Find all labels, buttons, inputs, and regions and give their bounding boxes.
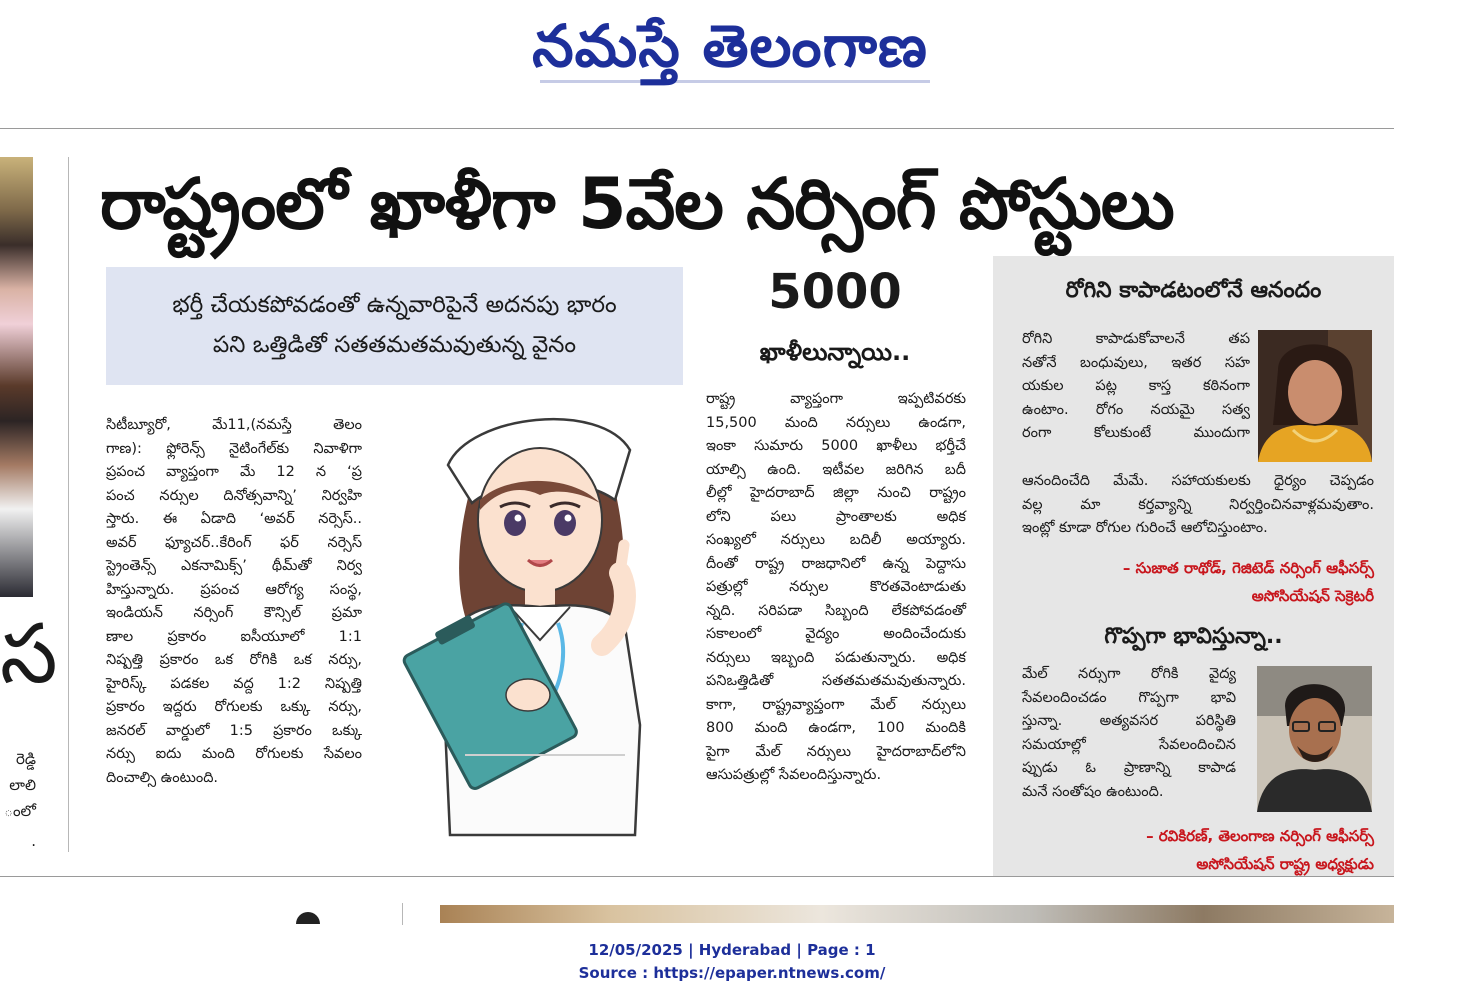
body-line: పత్రుల్లో నర్సుల కొరతవెంటాడుతు	[706, 579, 966, 595]
body-line: దీంతో రాష్ట్ర రాజధానిలో ఉన్న పెద్దాసు	[706, 555, 966, 572]
body-line: సంఖ్యలో నర్సులు బదిలీ అయ్యారు.	[706, 532, 966, 548]
sidebar-quote-2	[1022, 663, 1236, 804]
bottom-rule	[0, 876, 1394, 877]
quote-line: మనే సంతోషం ఉంటుంది.	[1022, 783, 1164, 800]
quote-line: ఉంటాం. రోగం నయమై సత్వ	[1022, 401, 1250, 418]
body-line: లోని పలు ప్రాంతాలకు అధిక	[706, 508, 966, 525]
quote-line: మేల్ నర్సుగా రోగికి వైద్య	[1022, 666, 1236, 682]
footer-page: Page : 1	[807, 941, 876, 959]
portrait-photo	[1257, 666, 1372, 812]
quote-line: ప్పుడు ఓ ప్రాణాన్ని కాపాడ	[1022, 760, 1236, 776]
body-line: న్నది. సరిపడా సిబ్బంది లేకపోవడంతో	[706, 602, 966, 619]
quote-line: ఇంట్లో కూడా రోగుల గురించే ఆలోచిస్తుంటాం.	[1022, 520, 1268, 536]
sidebar-quote-1-cont	[1022, 470, 1374, 541]
body-line: సిటీబ్యూరో, మే11,(నమస్తే తెలం	[106, 417, 362, 433]
cropped-photo	[440, 905, 1394, 923]
body-column-2	[706, 388, 966, 788]
masthead-logo: నమస్తే తెలంగాణ	[532, 12, 928, 80]
sidebar-title: రోగిని కాపాడటంలోనే ఆనందం	[1065, 278, 1322, 303]
body-line: 15,500 మంది నర్సులు ఉండగా,	[706, 414, 966, 431]
body-column-1	[106, 414, 362, 790]
body-line: కాగా, రాష్ట్రవ్యాప్తంగా మేల్ నర్సులు	[706, 696, 966, 713]
masthead-shadow	[540, 80, 930, 83]
body-line: హైరిస్క్ పడకల వద్ద 1:2 నిష్పత్తి	[106, 675, 362, 692]
body-line: స్ట్రెంతెన్స్ ఎకనామిక్స్’ థీమ్‌తో నిర్వ	[106, 558, 362, 574]
column-divider	[68, 157, 69, 852]
body-line: పంచ నర్సుల దినోత్సవాన్ని’ నిర్వహి	[106, 487, 362, 504]
body-line: ణాల ప్రకారం ఐసీయూలో 1:1	[106, 628, 362, 645]
left-text-fragment: రెడ్డి	[16, 750, 36, 768]
body-line: స్తారు. ఈ ఏడాది ‘అవర్ నర్సెస్..	[106, 511, 362, 527]
portrait-photo	[1258, 330, 1372, 462]
body-line: దించాల్సి ఉంటుంది.	[106, 769, 219, 786]
quote-line: సేవలందించడం గొప్పగా భావి	[1022, 689, 1236, 706]
body-line: రాష్ట్ర వ్యాప్తంగా ఇప్పటివరకు	[706, 391, 966, 407]
quote-line: నతోనే బంధువులు, ఇతర సహ	[1022, 354, 1250, 371]
left-text-fragment: లాలి	[9, 776, 36, 794]
quote-line: స్తున్నా. అత్యవసర పరిస్థితి	[1022, 713, 1236, 729]
body-line: జనరల్ వార్డులో 1:5 ప్రకారం ఒక్కు	[106, 722, 362, 739]
credit-line: – సుజాత రాథోడ్, గెజిటెడ్ నర్సింగ్ ఆఫీసర్స్	[1122, 559, 1374, 577]
body-line: పనిఒత్తిడితో సతతమతమవుతున్నారు.	[706, 673, 966, 689]
body-line: లీల్లో హైదరాబాద్ జిల్లా నుంచి రాష్ట్రం	[706, 485, 966, 501]
column-divider	[402, 903, 403, 925]
footer-separator: |	[796, 941, 808, 959]
big-number: 5000	[768, 264, 902, 320]
deck-box	[106, 267, 683, 385]
sidebar-quote-1	[1022, 328, 1250, 446]
body-line: యాల్సి ఉంది. ఇటీవల జరిగిన బదీ	[706, 461, 966, 478]
body-line: నిష్పత్తి ప్రకారం ఒక రోగికి ఒక నర్సు,	[106, 652, 362, 668]
quote-line: వల్ల మా కర్తవ్యాన్ని నిర్వర్తించినవాళ్లమవుతాం.	[1022, 496, 1374, 513]
sidebar-title: గొప్పగా భావిస్తున్నా..	[1104, 624, 1283, 649]
cropped-glyph	[296, 912, 320, 924]
body-line: గాణ): ఫ్లోరెన్స్ నైటింగేల్‌కు నివాళిగా	[106, 440, 362, 457]
body-line: పైగా మేల్ నర్సులు హైదరాబాద్‌లోని	[706, 743, 966, 760]
body-line: నర్సు ఐదు మంది రోగులకు సేవలం	[106, 746, 362, 762]
body-line: ప్రకారం ఇద్దరు రోగులకు ఒక్కు నర్సు,	[106, 699, 362, 715]
body-line: ఇండియన్ నర్సింగ్ కౌన్సిల్ ప్రమా	[106, 605, 362, 621]
deck-line: పని ఒత్తిడితో సతతమతమవుతున్న వైనం	[212, 332, 577, 358]
quote-line: సమయాల్లో సేవలందించిన	[1022, 736, 1236, 753]
footer-meta	[0, 939, 1464, 961]
quote-credit	[1022, 554, 1374, 610]
nurse-illustration	[410, 395, 680, 855]
quote-line: యకుల పట్ల కాస్త కఠినంగా	[1022, 378, 1250, 394]
body-line: ప్రపంచ వ్యాప్తంగా మే 12 న ‘ప్ర	[106, 464, 362, 480]
credit-line: అసోసియేషన్ రాష్ట్ర అధ్యక్షుడు	[1196, 855, 1374, 873]
credit-line: అసోసియేషన్ సెక్రెటరీ	[1251, 587, 1374, 605]
body-line: అవర్ ఫ్యూచర్..కేరింగ్ ఫర్ నర్సెస్	[106, 534, 362, 551]
left-text-fragment: .	[31, 832, 36, 850]
quote-line: ఆనందించేది మేమే. సహాయకులకు ధైర్యం చెప్పడం	[1022, 473, 1374, 489]
left-headline-fragment: స	[0, 607, 58, 702]
footer-source[interactable]: Source : https://epaper.ntnews.com/	[578, 964, 886, 982]
credit-line: – రవికిరణ్, తెలంగాణ నర్సింగ్ ఆఫీసర్స్	[1146, 827, 1374, 845]
left-text-fragment: ంలో	[4, 802, 36, 820]
article-headline: రాష్ట్రంలో ఖాళీగా 5వేల నర్సింగ్ పోస్టులు	[100, 163, 1174, 245]
top-rule	[0, 128, 1394, 129]
quote-line: రోగిని కాపాడుకోవాలనే తప	[1022, 331, 1250, 347]
quote-credit	[1022, 822, 1374, 878]
body-line: ఆసుపత్రుల్లో సేవలందిస్తున్నారు.	[706, 767, 882, 783]
footer-edition: Hyderabad	[698, 941, 792, 959]
left-photo-crop	[0, 157, 33, 597]
body-line: హిస్తున్నారు. ప్రపంచ ఆరోగ్య సంస్థ,	[106, 581, 362, 598]
body-line: నర్సులు ఇబ్బంది పడుతున్నారు. అధిక	[706, 649, 966, 666]
body-line: 800 మంది ఉండగా, 100 మందికి	[706, 720, 966, 736]
body-line: ఇంకా సుమారు 5000 ఖాళీలు భర్తీచే	[706, 438, 966, 454]
footer-separator: |	[688, 941, 699, 959]
deck-line: భర్తీ చేయకపోవడంతో ఉన్నవారిపైనే అదనపు భారం	[172, 292, 617, 318]
footer-date: 12/05/2025	[588, 941, 683, 959]
quote-line: రంగా కోలుకుంటే ముందుగా	[1022, 425, 1250, 441]
big-number-caption: ఖాళీలున్నాయి..	[759, 338, 911, 366]
body-line: సకాలంలో వైద్యం అందించేందుకు	[706, 626, 966, 642]
